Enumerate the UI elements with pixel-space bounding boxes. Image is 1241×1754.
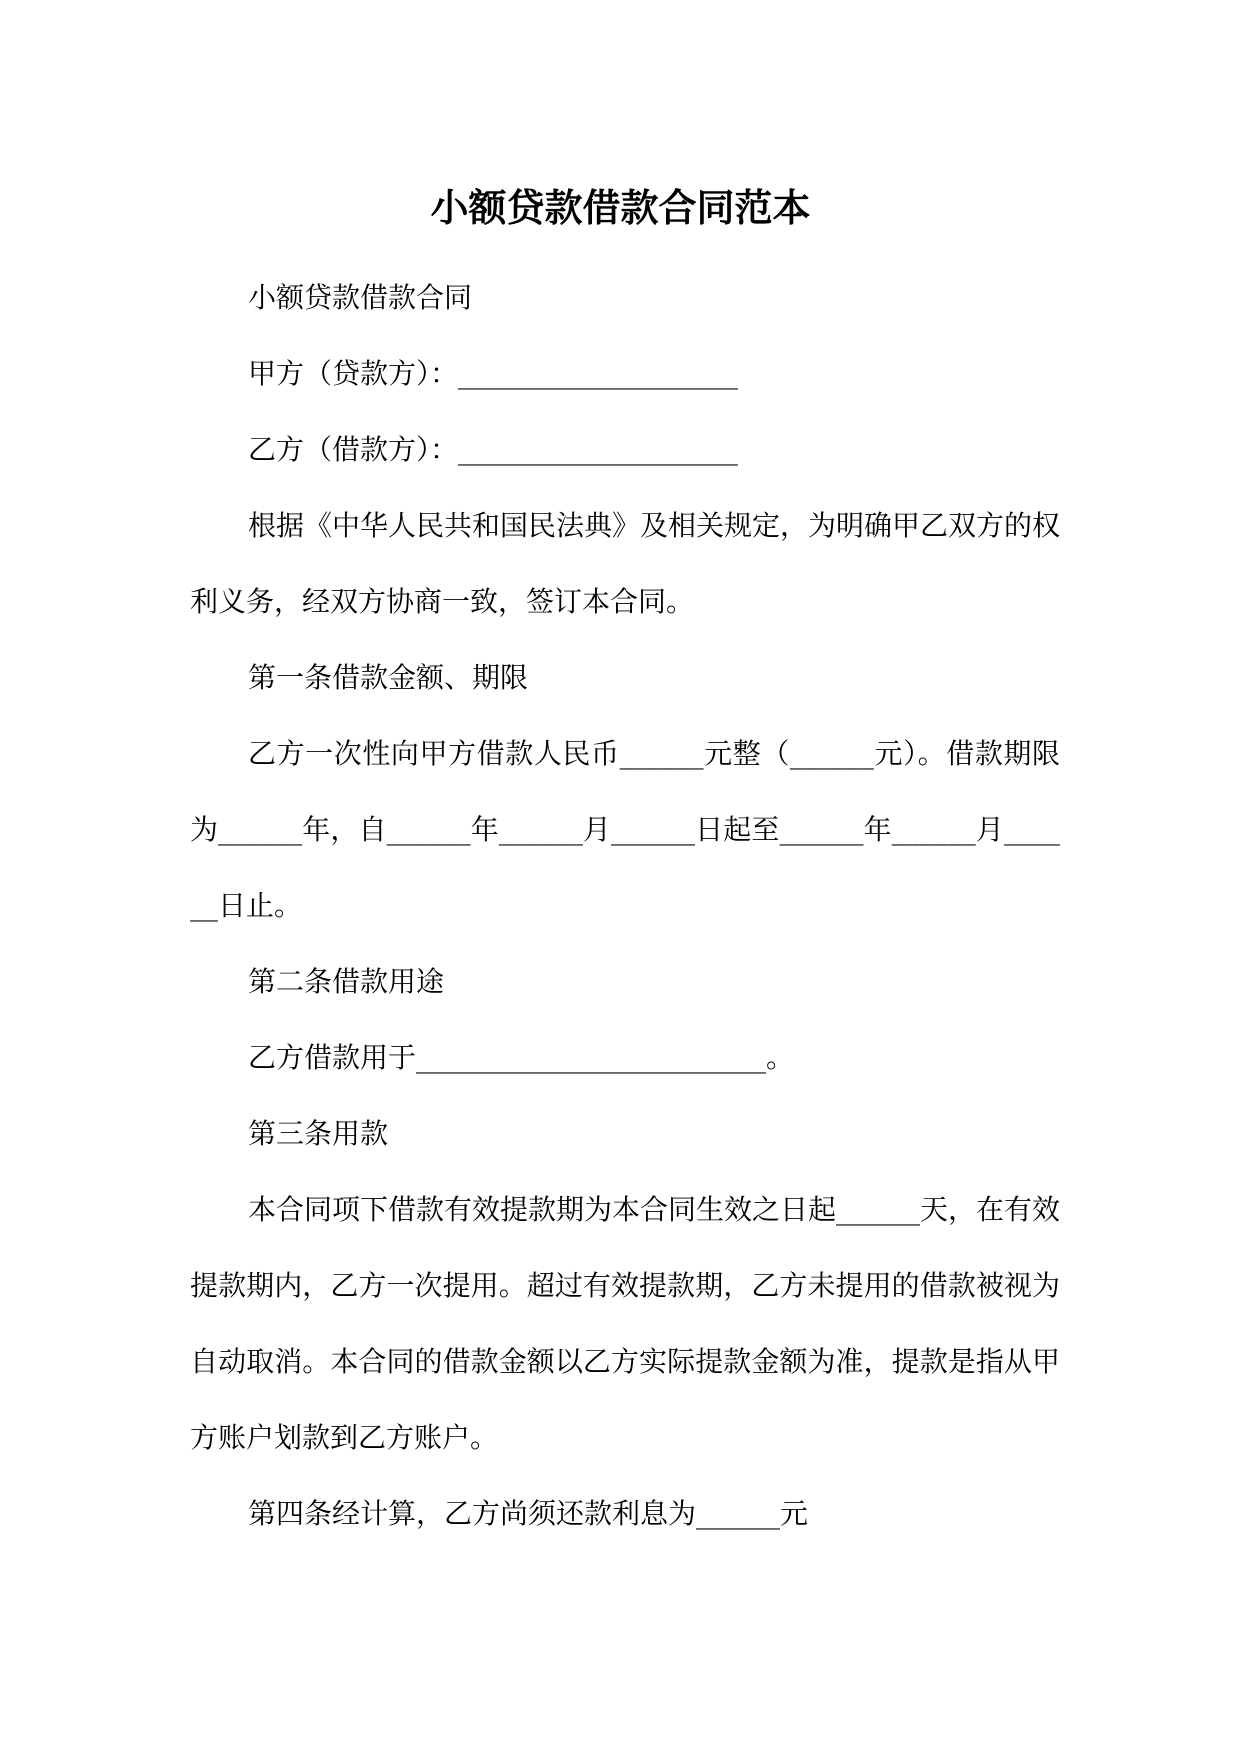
party-a-line: 甲方（贷款方）：____________________ <box>248 357 739 390</box>
article-2-text: 乙方借款用于_________________________。 <box>248 1041 795 1074</box>
document-body <box>190 260 1060 1552</box>
article-3-text: 本合同项下借款有效提款期为本合同生效之日起______天，在有效提款期内，乙方一次提用。超过有效提款期，乙方未提用的借款被视为自动取消。本合同的借款金额以乙方实际提款金额为准，提款是指从甲方账户划款到乙方账户。 <box>190 1193 1061 1454</box>
article-3-heading: 第三条用款 <box>248 1117 389 1150</box>
article-1-text: 乙方一次性向甲方借款人民币______元整（______元）。借款期限为______年，自______年______月______日起至______年______月______日止。 <box>190 737 1060 922</box>
article-1-heading: 第一条借款金额、期限 <box>248 661 529 694</box>
party-b-line: 乙方（借款方）：____________________ <box>248 433 739 466</box>
contract-heading: 小额贷款借款合同 <box>248 281 473 314</box>
preamble-paragraph: 根据《中华人民共和国民法典》及相关规定，为明确甲乙双方的权利义务，经双方协商一致，签订本合同。 <box>190 509 1061 618</box>
document-title: 小额贷款借款合同范本 <box>430 185 811 230</box>
article-4-text: 第四条经计算，乙方尚须还款利息为______元 <box>248 1497 809 1530</box>
article-2-heading: 第二条借款用途 <box>248 965 445 998</box>
